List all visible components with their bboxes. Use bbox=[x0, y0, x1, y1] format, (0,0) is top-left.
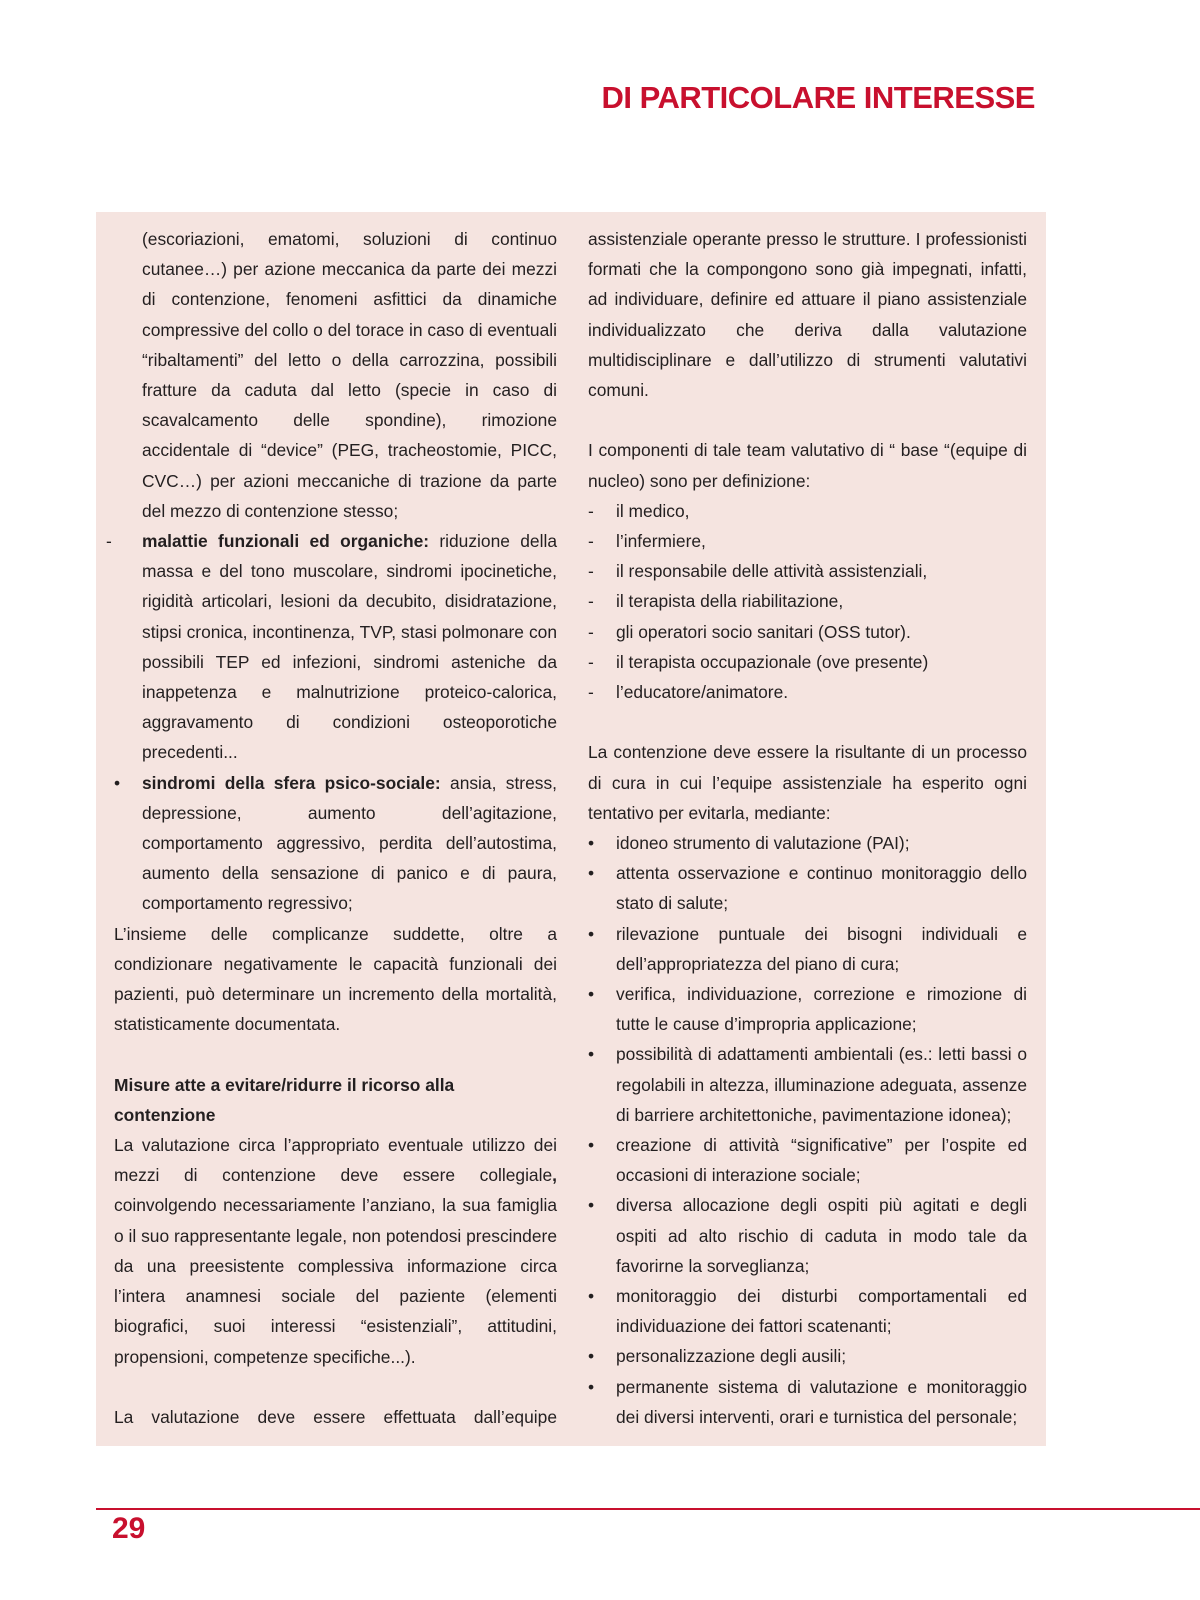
list-item-text: ansia, stress, depressione, aumento dell’agitazione, comportamento aggressivo, perdita dell’autostima, aumento della sensazione di panico e di paura, comportamento regressivo; bbox=[142, 772, 557, 914]
process-paragraph: La contenzione deve essere la risultante di un processo di cura in cui l’equipe assistenziale ha esperito ogni tentativo per evitarla, mediante: bbox=[588, 742, 1027, 823]
dash-marker: - bbox=[588, 621, 594, 642]
list-item-text: creazione di attività “significative” per l’ospite ed occasioni di interazione sociale; bbox=[616, 1135, 1027, 1186]
list-item bbox=[588, 496, 1027, 526]
bullet-marker: • bbox=[588, 1376, 595, 1397]
list-item-term: malattie funzionali ed organiche: bbox=[142, 531, 430, 552]
list-item-text: riduzione della massa e del tono muscolare, sindromi ipocinetiche, rigidità articolari, lesioni da decubito, disidratazione, stipsi cronica, incontinenza, TVP, stasi polmonare con possibili TEP ed infezioni, sindromi asteniche da inappetenza e malnutrizione proteico-calorica, aggravamento di condizioni osteoporotiche precedenti... bbox=[142, 531, 557, 763]
page-number: 29 bbox=[112, 1512, 146, 1545]
right-column bbox=[588, 224, 1027, 1432]
list-item-text: l’educatore/animatore. bbox=[616, 682, 789, 703]
bullet-marker: • bbox=[588, 863, 595, 884]
list-item-text: possibilità di adattamenti ambientali (es.: letti bassi o regolabili in altezza, illuminazione adeguata, assenze di barriere architettoniche, pavimentazione idonea); bbox=[616, 1044, 1027, 1125]
list-item bbox=[588, 858, 1027, 918]
team-paragraph: I componenti di tale team valutativo di “ base “(equipe di nucleo) sono per definizione: bbox=[588, 440, 1027, 491]
list-item bbox=[588, 526, 1027, 556]
list-item bbox=[588, 556, 1027, 586]
list-item-text: il terapista occupazionale (ove presente) bbox=[616, 651, 929, 672]
list-item bbox=[588, 1039, 1027, 1130]
list-item-text: attenta osservazione e continuo monitoraggio dello stato di salute; bbox=[616, 863, 1027, 914]
list-item-text: diversa allocazione degli ospiti più agitati e degli ospiti ad alto rischio di caduta in modo tale da favorirne la sorveglianza; bbox=[616, 1195, 1027, 1276]
list-item-text: gli operatori socio sanitari (OSS tutor). bbox=[616, 621, 911, 642]
list-item-text: verifica, individuazione, correzione e rimozione di tutte le cause d’impropria applicazione; bbox=[616, 984, 1027, 1035]
list-item-term: sindromi della sfera psico-sociale: bbox=[142, 772, 441, 793]
dash-marker: - bbox=[588, 561, 594, 582]
list-item-text: permanente sistema di valutazione e monitoraggio dei diversi interventi, orari e turnistica del personale; bbox=[616, 1376, 1027, 1427]
list-item bbox=[588, 647, 1027, 677]
list-item bbox=[588, 919, 1027, 979]
list-item bbox=[588, 1341, 1027, 1371]
bullet-marker: • bbox=[588, 984, 595, 1005]
measures-list bbox=[588, 828, 1027, 1432]
evaluation-comma: , bbox=[552, 1165, 557, 1186]
bullet-marker: • bbox=[588, 923, 595, 944]
list-item bbox=[588, 1130, 1027, 1190]
list-item bbox=[588, 828, 1027, 858]
evaluation-paragraph bbox=[114, 1130, 557, 1372]
dash-marker: - bbox=[588, 500, 594, 521]
team-members-list bbox=[588, 496, 1027, 707]
dash-marker: - bbox=[588, 531, 594, 552]
equipe-paragraph-continuation: assistenziale operante presso le strutture. I professionisti formati che la compongono sono già impegnati, infatti, ad individuare, definire ed attuare il piano assistenziale individualizzato che deriva dalla valutazione multidisciplinare e dall’utilizzo di strumenti valutativi comuni. bbox=[588, 229, 1027, 401]
footer-rule bbox=[96, 1508, 1200, 1510]
bullet-marker: • bbox=[588, 1195, 595, 1216]
list-item bbox=[588, 1190, 1027, 1281]
section-subheading: Misure atte a evitare/ridurre il ricorso alla contenzione bbox=[114, 1074, 455, 1125]
dash-marker: - bbox=[588, 591, 594, 612]
consequences-continuation: (escoriazioni, ematomi, soluzioni di continuo cutanee…) per azione meccanica da parte dei mezzi di contenzione, fenomeni asfittici da dinamiche compressive del collo o del torace in caso di eventuali “ribaltamenti” del letto o della carrozzina, possibili fratture da caduta dal letto (specie in caso di scavalcamento delle spondine), rimozione accidentale di “device” (PEG, tracheostomie, PICC, CVC…) per azioni meccaniche di trazione da parte del mezzo di contenzione stesso; bbox=[142, 229, 557, 521]
content-panel bbox=[96, 212, 1046, 1446]
list-item-text: idoneo strumento di valutazione (PAI); bbox=[616, 833, 910, 854]
section-title: DI PARTICOLARE INTERESSE bbox=[601, 80, 1035, 115]
bullet-marker: • bbox=[588, 1346, 595, 1367]
list-item bbox=[588, 586, 1027, 616]
dash-marker: - bbox=[588, 651, 594, 672]
list-item-text: il responsabile delle attività assistenziali, bbox=[616, 561, 928, 582]
list-item-text: rilevazione puntuale dei bisogni individuali e dell’appropriatezza del piano di cura; bbox=[616, 923, 1027, 974]
bullet-marker: • bbox=[114, 772, 121, 793]
bullet-marker: • bbox=[588, 1286, 595, 1307]
list-item-text: il medico, bbox=[616, 500, 690, 521]
bullet-marker: • bbox=[588, 1044, 595, 1065]
list-item-text: il terapista della riabilitazione, bbox=[616, 591, 844, 612]
list-item bbox=[588, 1281, 1027, 1341]
dash-marker: - bbox=[588, 682, 594, 703]
dash-marker: - bbox=[106, 531, 112, 552]
list-item bbox=[588, 677, 1027, 707]
list-item-text: personalizzazione degli ausili; bbox=[616, 1346, 847, 1367]
complications-paragraph: L’insieme delle complicanze suddette, oltre a condizionare negativamente le capacità funzionali dei pazienti, può determinare un incremento della mortalità, statisticamente documentata. bbox=[114, 923, 557, 1035]
list-item-psychosocial bbox=[114, 768, 557, 919]
list-item-text: monitoraggio dei disturbi comportamentali ed individuazione dei fattori scatenanti; bbox=[616, 1286, 1027, 1337]
list-item bbox=[588, 1372, 1027, 1432]
list-item bbox=[588, 617, 1027, 647]
equipe-paragraph-start: La valutazione deve essere effettuata dall’equipe bbox=[114, 1406, 557, 1427]
left-column bbox=[106, 224, 557, 1432]
list-item bbox=[588, 979, 1027, 1039]
bullet-marker: • bbox=[588, 833, 595, 854]
evaluation-text-a: La valutazione circa l’appropriato eventuale utilizzo dei mezzi di contenzione deve essere collegiale bbox=[114, 1135, 557, 1186]
bullet-marker: • bbox=[588, 1135, 595, 1156]
list-item-functional bbox=[106, 526, 557, 768]
list-item-text: l’infermiere, bbox=[616, 531, 706, 552]
evaluation-text-b: coinvolgendo necessariamente l’anziano, la sua famiglia o il suo rappresentante legale, non potendosi prescindere da una preesistente complessiva informazione circa l’intera anamnesi sociale del paziente (elementi biografici, suoi interessi “esistenziali”, attitudini, propensioni, competenze specifiche...). bbox=[114, 1195, 557, 1367]
